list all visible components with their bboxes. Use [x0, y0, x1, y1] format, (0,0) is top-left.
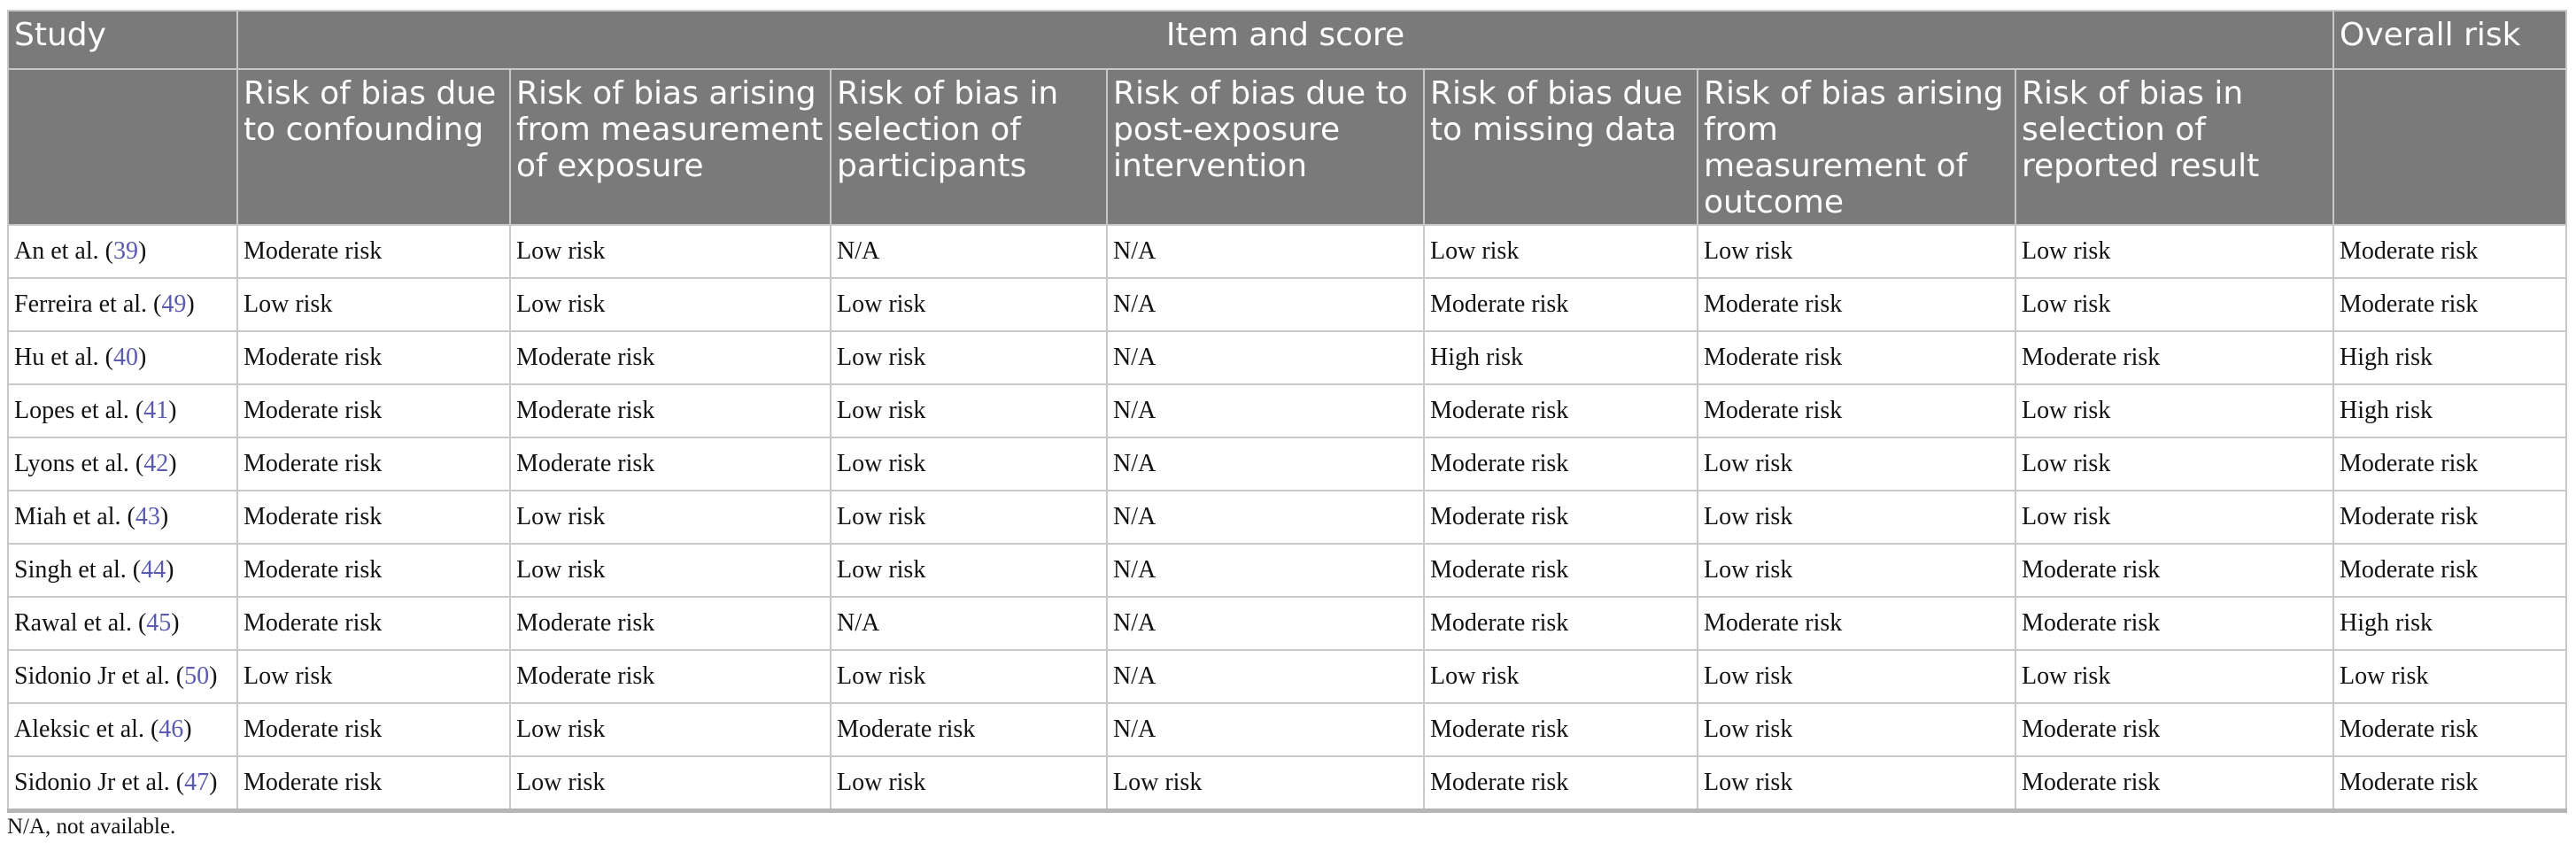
exposure-measurement-cell: Low risk	[510, 225, 831, 278]
participant-selection-cell: Low risk	[831, 650, 1107, 703]
study-close-paren: )	[186, 290, 195, 318]
confounding-cell: Moderate risk	[237, 491, 510, 544]
reported-result-selection-cell: Moderate risk	[2015, 597, 2333, 650]
exposure-measurement-cell: Moderate risk	[510, 331, 831, 384]
study-cell	[8, 703, 237, 756]
overall-risk-cell: High risk	[2333, 331, 2566, 384]
overall-risk-cell: Moderate risk	[2333, 491, 2566, 544]
exposure-measurement-cell: Low risk	[510, 491, 831, 544]
reference-link[interactable]: 50	[184, 662, 210, 690]
study-cell	[8, 225, 237, 278]
exposure-measurement-cell: Low risk	[510, 703, 831, 756]
missing-data-cell: Moderate risk	[1424, 597, 1698, 650]
study-author: Ferreira et al. (	[14, 290, 162, 318]
participant-selection-cell: Low risk	[831, 756, 1107, 811]
study-author: Rawal et al. (	[14, 609, 147, 637]
study-close-paren: )	[168, 450, 177, 477]
confounding-cell: Moderate risk	[237, 384, 510, 437]
study-cell	[8, 756, 237, 811]
reported-result-selection-cell: Low risk	[2015, 384, 2333, 437]
missing-data-cell: Moderate risk	[1424, 278, 1698, 331]
missing-data-cell: Moderate risk	[1424, 544, 1698, 597]
outcome-measurement-cell: Moderate risk	[1698, 597, 2015, 650]
item-and-score-group-header: Item and score	[237, 11, 2333, 69]
study-author: Lopes et al. (	[14, 397, 144, 424]
item-header-reported-result-selection: Risk of bias in selection of reported result	[2015, 69, 2333, 225]
reference-link[interactable]: 45	[146, 609, 172, 637]
reported-result-selection-cell: Low risk	[2015, 437, 2333, 491]
participant-selection-cell: Moderate risk	[831, 703, 1107, 756]
table-row	[8, 597, 2566, 650]
risk-of-bias-table-container	[7, 10, 2565, 813]
participant-selection-cell: Low risk	[831, 278, 1107, 331]
study-author: Lyons et al. (	[14, 450, 144, 477]
outcome-measurement-cell: Low risk	[1698, 650, 2015, 703]
study-column-header: Study	[8, 11, 237, 69]
reference-link[interactable]: 40	[112, 344, 138, 371]
study-cell	[8, 597, 237, 650]
participant-selection-cell: Low risk	[831, 544, 1107, 597]
post-exposure-intervention-cell: N/A	[1107, 225, 1424, 278]
study-close-paren: )	[209, 769, 218, 796]
table-row	[8, 491, 2566, 544]
participant-selection-cell: N/A	[831, 597, 1107, 650]
study-close-paren: )	[159, 503, 169, 530]
confounding-cell: Moderate risk	[237, 225, 510, 278]
post-exposure-intervention-cell: N/A	[1107, 331, 1424, 384]
missing-data-cell: High risk	[1424, 331, 1698, 384]
participant-selection-cell: Low risk	[831, 437, 1107, 491]
post-exposure-intervention-cell: N/A	[1107, 703, 1424, 756]
study-close-paren: )	[209, 662, 218, 690]
overall-risk-cell: Moderate risk	[2333, 703, 2566, 756]
participant-selection-cell: Low risk	[831, 331, 1107, 384]
confounding-cell: Moderate risk	[237, 437, 510, 491]
table-row	[8, 703, 2566, 756]
outcome-measurement-cell: Low risk	[1698, 703, 2015, 756]
study-cell	[8, 278, 237, 331]
exposure-measurement-cell: Moderate risk	[510, 650, 831, 703]
table-row	[8, 756, 2566, 811]
confounding-cell: Low risk	[237, 278, 510, 331]
table-row	[8, 278, 2566, 331]
study-close-paren: )	[168, 397, 177, 424]
missing-data-cell: Moderate risk	[1424, 756, 1698, 811]
overall-risk-column-header: Overall risk	[2333, 11, 2566, 69]
reference-link[interactable]: 46	[159, 716, 184, 743]
study-author: An et al. (	[14, 237, 113, 265]
item-header-outcome-measurement: Risk of bias arising from measurement of outcome	[1698, 69, 2015, 225]
exposure-measurement-cell: Moderate risk	[510, 437, 831, 491]
study-author: Sidonio Jr et al. (	[14, 662, 185, 690]
reported-result-selection-cell: Low risk	[2015, 650, 2333, 703]
item-header-missing-data: Risk of bias due to missing data	[1424, 69, 1698, 225]
overall-risk-cell: Moderate risk	[2333, 544, 2566, 597]
study-close-paren: )	[137, 237, 147, 265]
reference-link[interactable]: 42	[143, 450, 169, 477]
participant-selection-cell: Low risk	[831, 384, 1107, 437]
reported-result-selection-cell: Moderate risk	[2015, 331, 2333, 384]
table-row	[8, 650, 2566, 703]
missing-data-cell: Moderate risk	[1424, 491, 1698, 544]
outcome-measurement-cell: Moderate risk	[1698, 278, 2015, 331]
outcome-measurement-cell: Moderate risk	[1698, 331, 2015, 384]
study-close-paren: )	[183, 716, 192, 743]
overall-risk-cell: High risk	[2333, 597, 2566, 650]
study-author: Hu et al. (	[14, 344, 113, 371]
study-cell	[8, 384, 237, 437]
outcome-measurement-cell: Low risk	[1698, 225, 2015, 278]
reported-result-selection-cell: Low risk	[2015, 491, 2333, 544]
study-author: Sidonio Jr et al. (	[14, 769, 185, 796]
reported-result-selection-cell: Low risk	[2015, 278, 2333, 331]
post-exposure-intervention-cell: N/A	[1107, 384, 1424, 437]
reference-link[interactable]: 43	[135, 503, 160, 530]
table-row	[8, 437, 2566, 491]
outcome-measurement-cell: Low risk	[1698, 756, 2015, 811]
post-exposure-intervention-cell: N/A	[1107, 597, 1424, 650]
overall-risk-cell: Low risk	[2333, 650, 2566, 703]
missing-data-cell: Moderate risk	[1424, 437, 1698, 491]
item-header-confounding: Risk of bias due to confounding	[237, 69, 510, 225]
study-close-paren: )	[137, 344, 147, 371]
confounding-cell: Moderate risk	[237, 331, 510, 384]
reference-link[interactable]: 39	[112, 237, 138, 265]
overall-risk-cell: Moderate risk	[2333, 278, 2566, 331]
overall-header-spacer	[2333, 69, 2566, 225]
table-row	[8, 331, 2566, 384]
outcome-measurement-cell: Low risk	[1698, 437, 2015, 491]
confounding-cell: Low risk	[237, 650, 510, 703]
reported-result-selection-cell: Moderate risk	[2015, 544, 2333, 597]
study-cell	[8, 331, 237, 384]
item-header-exposure-measurement: Risk of bias arising from measurement of exposure	[510, 69, 831, 225]
study-header-spacer	[8, 69, 237, 225]
item-header-post-exposure-intervention: Risk of bias due to post-exposure intervention	[1107, 69, 1424, 225]
table-footnote: N/A, not available.	[7, 815, 176, 839]
table-row	[8, 225, 2566, 278]
confounding-cell: Moderate risk	[237, 756, 510, 811]
table-row	[8, 384, 2566, 437]
reference-link[interactable]: 47	[184, 769, 210, 796]
study-close-paren: )	[171, 609, 180, 637]
post-exposure-intervention-cell: N/A	[1107, 650, 1424, 703]
study-cell	[8, 544, 237, 597]
reference-link[interactable]: 41	[143, 397, 169, 424]
study-close-paren: )	[166, 556, 174, 584]
outcome-measurement-cell: Low risk	[1698, 544, 2015, 597]
overall-risk-cell: Moderate risk	[2333, 437, 2566, 491]
post-exposure-intervention-cell: Low risk	[1107, 756, 1424, 811]
exposure-measurement-cell: Moderate risk	[510, 597, 831, 650]
missing-data-cell: Low risk	[1424, 650, 1698, 703]
exposure-measurement-cell: Low risk	[510, 756, 831, 811]
exposure-measurement-cell: Moderate risk	[510, 384, 831, 437]
study-cell	[8, 437, 237, 491]
participant-selection-cell: N/A	[831, 225, 1107, 278]
exposure-measurement-cell: Low risk	[510, 278, 831, 331]
post-exposure-intervention-cell: N/A	[1107, 278, 1424, 331]
study-author: Aleksic et al. (	[14, 716, 159, 743]
missing-data-cell: Moderate risk	[1424, 384, 1698, 437]
missing-data-cell: Low risk	[1424, 225, 1698, 278]
participant-selection-cell: Low risk	[831, 491, 1107, 544]
post-exposure-intervention-cell: N/A	[1107, 437, 1424, 491]
risk-of-bias-table	[7, 10, 2567, 813]
confounding-cell: Moderate risk	[237, 544, 510, 597]
exposure-measurement-cell: Low risk	[510, 544, 831, 597]
reported-result-selection-cell: Moderate risk	[2015, 703, 2333, 756]
reported-result-selection-cell: Low risk	[2015, 225, 2333, 278]
item-header-participant-selection: Risk of bias in selection of participants	[831, 69, 1107, 225]
study-author: Singh et al. (	[14, 556, 142, 584]
overall-risk-cell: Moderate risk	[2333, 756, 2566, 811]
overall-risk-cell: Moderate risk	[2333, 225, 2566, 278]
confounding-cell: Moderate risk	[237, 703, 510, 756]
overall-risk-cell: High risk	[2333, 384, 2566, 437]
study-cell	[8, 491, 237, 544]
post-exposure-intervention-cell: N/A	[1107, 544, 1424, 597]
study-author: Miah et al. (	[14, 503, 135, 530]
table-row	[8, 544, 2566, 597]
missing-data-cell: Moderate risk	[1424, 703, 1698, 756]
table-body	[8, 225, 2566, 811]
post-exposure-intervention-cell: N/A	[1107, 491, 1424, 544]
reported-result-selection-cell: Moderate risk	[2015, 756, 2333, 811]
study-cell	[8, 650, 237, 703]
outcome-measurement-cell: Moderate risk	[1698, 384, 2015, 437]
outcome-measurement-cell: Low risk	[1698, 491, 2015, 544]
reference-link[interactable]: 49	[161, 290, 187, 318]
confounding-cell: Moderate risk	[237, 597, 510, 650]
reference-link[interactable]: 44	[141, 556, 166, 584]
